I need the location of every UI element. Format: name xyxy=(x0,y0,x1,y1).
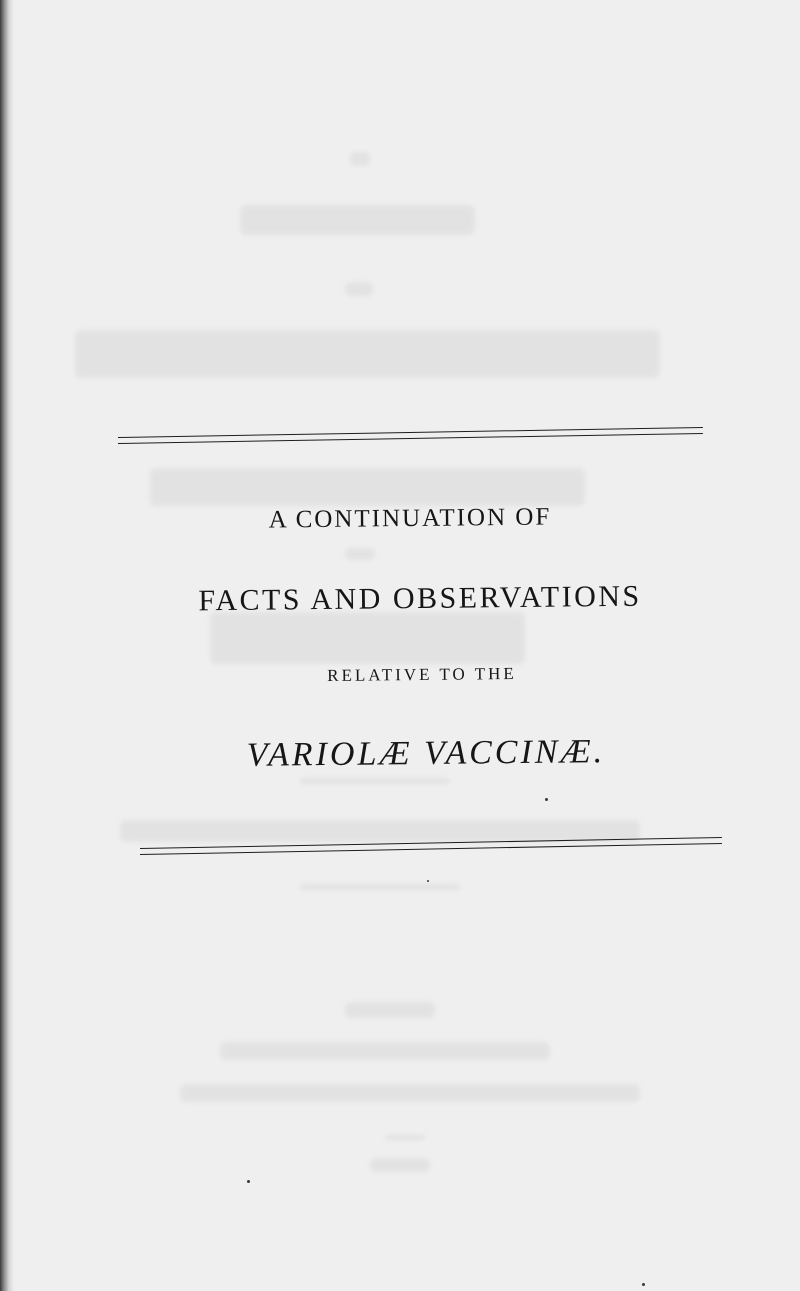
ink-speck xyxy=(642,1283,645,1286)
bleed-through-mark xyxy=(210,612,525,664)
bleed-through-mark xyxy=(370,1158,430,1172)
bleed-through-mark xyxy=(150,468,585,506)
title-line-relative-to-the: RELATIVE TO THE xyxy=(327,664,517,685)
bleed-through-mark xyxy=(75,330,660,378)
binding-shadow xyxy=(0,0,14,1291)
bottom-double-rule-lower xyxy=(140,843,722,855)
bleed-through-mark xyxy=(350,152,370,166)
title-line-facts-observations: FACTS AND OBSERVATIONS xyxy=(198,579,642,618)
top-double-rule-upper xyxy=(118,427,703,438)
bleed-through-mark xyxy=(240,205,475,235)
bleed-through-mark xyxy=(220,1042,550,1060)
bleed-through-mark xyxy=(180,1084,640,1102)
ink-speck xyxy=(545,798,548,801)
bleed-through-mark xyxy=(300,778,450,784)
title-line-continuation: A CONTINUATION OF xyxy=(268,503,552,534)
bleed-through-mark xyxy=(120,820,640,842)
ink-speck xyxy=(427,880,429,882)
bleed-through-mark xyxy=(345,548,375,560)
ink-speck xyxy=(247,1180,250,1183)
title-line-variolae-vaccinae: VARIOLÆ VACCINÆ. xyxy=(246,733,606,774)
bleed-through-mark xyxy=(385,1135,425,1140)
bleed-through-mark xyxy=(345,282,373,296)
bleed-through-mark xyxy=(345,1002,435,1018)
bleed-through-mark xyxy=(300,884,460,890)
